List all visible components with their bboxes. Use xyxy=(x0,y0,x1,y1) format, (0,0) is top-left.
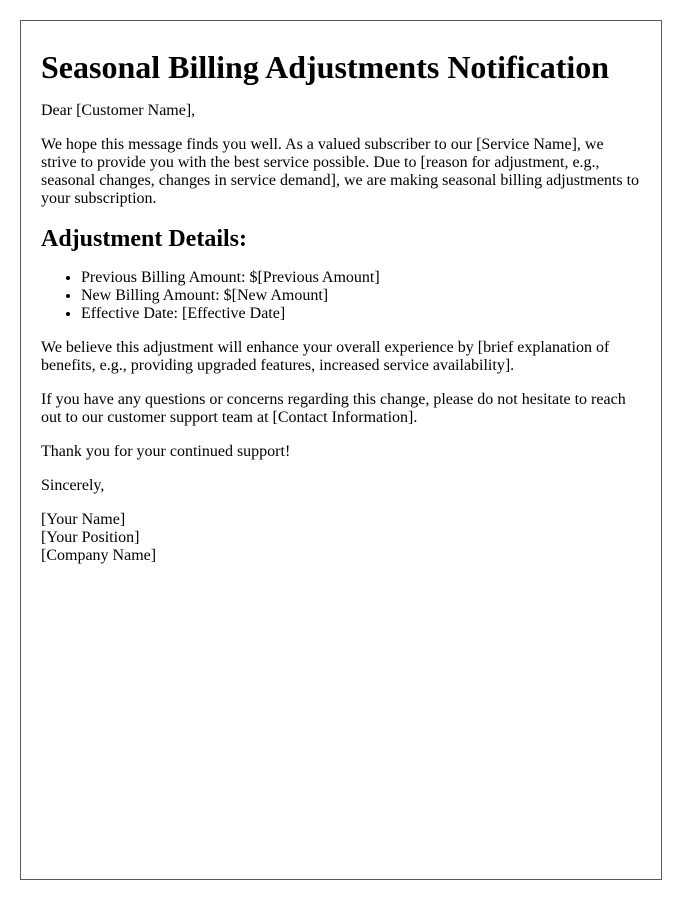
details-list xyxy=(41,269,641,323)
signature-position: [Your Position] xyxy=(41,529,140,547)
intro-paragraph: We hope this message finds you well. As a valued subscriber to our [Service Name], we strive to provide you with the best service possible. Due to [reason for adjustment, e.g., seasonal changes, changes in service demand], we are making seasonal billing adjustments to your subscription. xyxy=(41,135,640,207)
letter-title: Seasonal Billing Adjustments Notification xyxy=(41,49,610,85)
benefits-paragraph: We believe this adjustment will enhance your overall experience by [brief explanation of benefits, e.g., providing upgraded features, increased service availability]. xyxy=(41,339,610,375)
closing: Sincerely, xyxy=(41,477,105,495)
salutation: Dear [Customer Name], xyxy=(41,101,196,119)
details-heading: Adjustment Details: xyxy=(41,225,247,252)
thanks-paragraph: Thank you for your continued support! xyxy=(41,443,291,461)
details-item-previous-amount: • Previous Billing Amount: $[Previous Amount] xyxy=(81,269,641,287)
signature-company: [Company Name] xyxy=(41,547,157,565)
letter-page xyxy=(20,20,662,880)
details-item-effective-date: • Effective Date: [Effective Date] xyxy=(81,305,641,323)
details-item-new-amount: • New Billing Amount: $[New Amount] xyxy=(81,287,641,305)
signature-name: [Your Name] xyxy=(41,511,126,529)
signature-block xyxy=(41,511,641,565)
questions-paragraph: If you have any questions or concerns regarding this change, please do not hesitate to reach out to our customer support team at [Contact Information]. xyxy=(41,391,626,427)
